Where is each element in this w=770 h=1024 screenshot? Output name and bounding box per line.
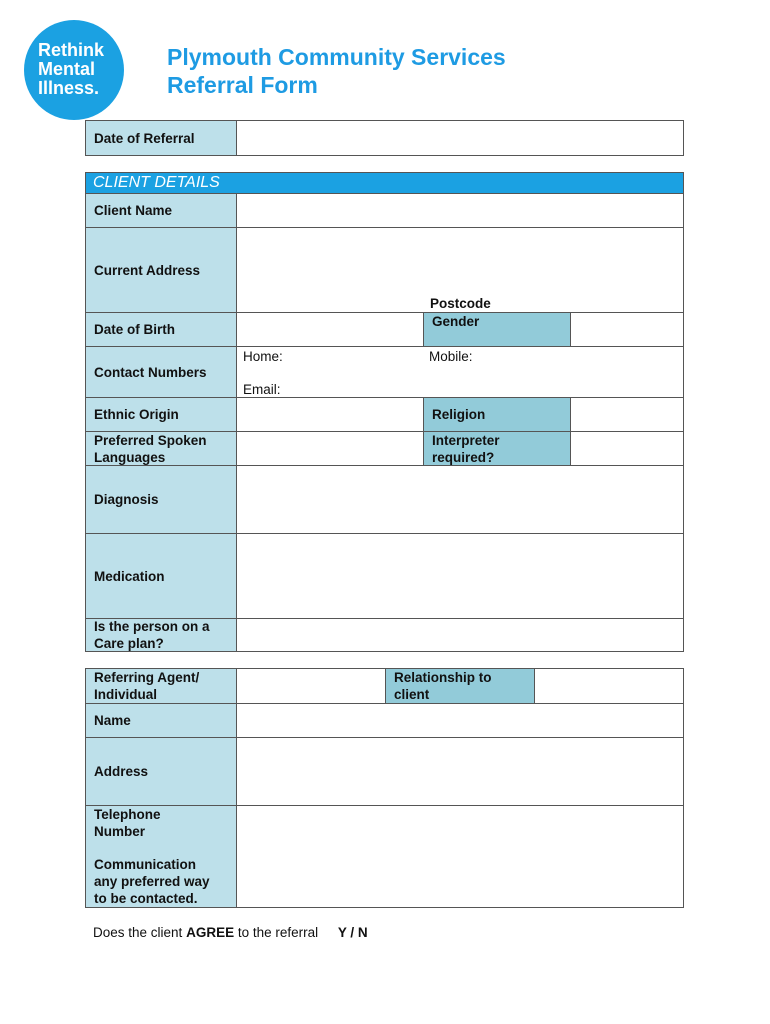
date-of-referral-field[interactable] (237, 121, 683, 155)
gender-field[interactable] (571, 313, 683, 346)
care-plan-label: Is the person on a Care plan? (86, 619, 236, 651)
religion-field[interactable] (571, 398, 683, 431)
interpreter-field[interactable] (571, 432, 683, 465)
referring-agent-field[interactable] (237, 669, 385, 703)
ethnic-origin-label: Ethnic Origin (86, 398, 236, 431)
date-of-birth-field[interactable] (237, 313, 423, 346)
logo-text-1: Rethink (38, 40, 105, 60)
telephone-communication-label: Telephone Number Communication any preferred way to be contacted. (86, 806, 236, 907)
religion-label: Religion (424, 398, 570, 431)
date-of-birth-label: Date of Birth (86, 313, 236, 346)
client-details-header: CLIENT DETAILS (86, 173, 683, 193)
referrer-name-field[interactable] (237, 704, 683, 737)
referrer-table (85, 668, 684, 908)
interpreter-label: Interpreter required? (424, 432, 570, 465)
date-of-referral-label: Date of Referral (86, 121, 236, 155)
contact-numbers-field[interactable] (237, 347, 683, 397)
telephone-communication-field[interactable] (237, 806, 683, 907)
client-name-field[interactable] (237, 194, 683, 227)
page-title (167, 43, 506, 99)
logo-text-2: Mental (38, 59, 96, 79)
logo-text-3: Illness. (38, 78, 100, 98)
agreement-line (93, 925, 368, 940)
ethnic-origin-field[interactable] (237, 398, 423, 431)
preferred-languages-field[interactable] (237, 432, 423, 465)
client-name-label: Client Name (86, 194, 236, 227)
relationship-field[interactable] (535, 669, 683, 703)
email-label: Email: (243, 382, 281, 397)
title-line-1: Plymouth Community Services (167, 44, 506, 70)
agree-suffix: to the referral (237, 925, 319, 940)
referrer-address-field[interactable] (237, 738, 683, 805)
current-address-field[interactable] (237, 228, 683, 312)
title-line-2: Referral Form (167, 72, 318, 98)
referrer-address-label: Address (86, 738, 236, 805)
medication-label: Medication (86, 534, 236, 618)
medication-field[interactable] (237, 534, 683, 618)
diagnosis-label: Diagnosis (86, 466, 236, 533)
relationship-label: Relationship to client (386, 669, 534, 703)
client-details-table (85, 172, 684, 652)
referring-agent-label: Referring Agent/ Individual (86, 669, 236, 703)
gender-label: Gender (424, 313, 570, 346)
preferred-languages-label: Preferred Spoken Languages (86, 432, 236, 465)
home-label: Home: (243, 349, 283, 364)
diagnosis-field[interactable] (237, 466, 683, 533)
referral-date-table (85, 120, 684, 156)
mobile-label: Mobile: (429, 349, 473, 364)
referrer-name-label: Name (86, 704, 236, 737)
rethink-logo (22, 18, 126, 122)
agree-yes-no[interactable]: Y / N (337, 925, 368, 940)
agree-word: AGREE (186, 925, 235, 940)
agree-prefix: Does the client (93, 925, 183, 940)
postcode-label: Postcode (430, 296, 491, 311)
care-plan-field[interactable] (237, 619, 683, 651)
contact-numbers-label: Contact Numbers (86, 347, 236, 397)
current-address-label: Current Address (86, 228, 236, 312)
